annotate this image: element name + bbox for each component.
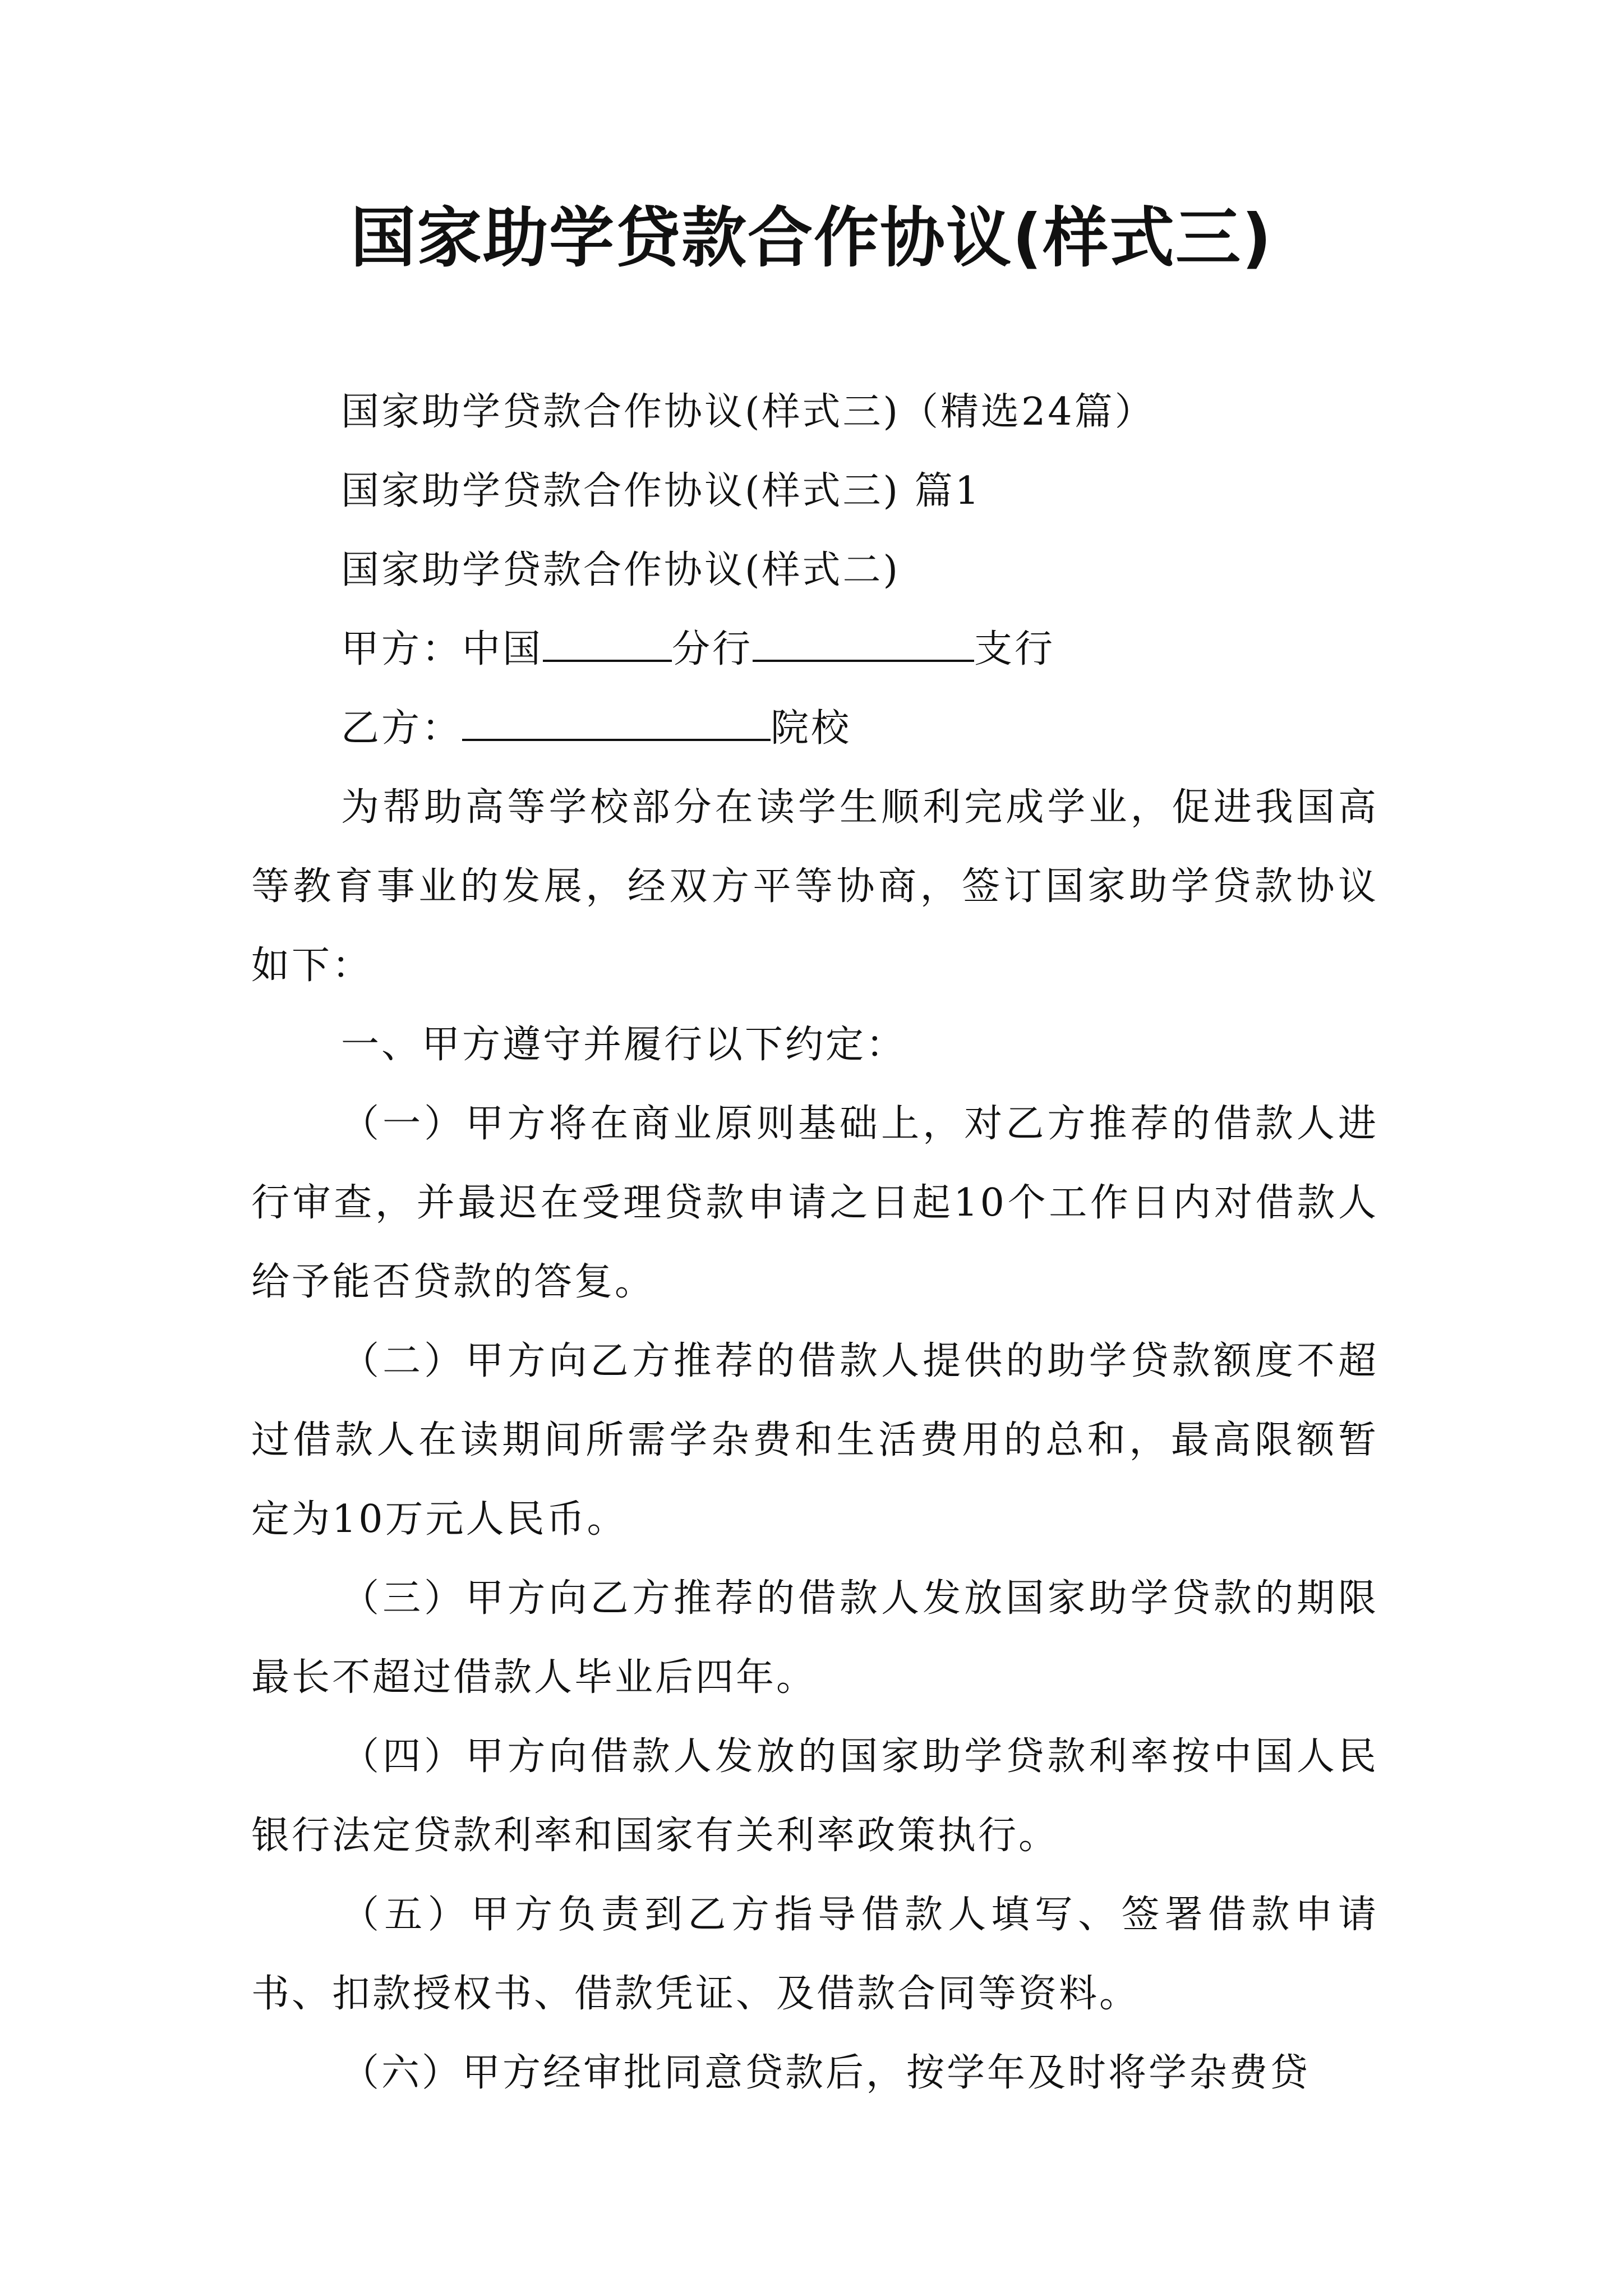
party-a-line — [251, 610, 1378, 689]
clause-3: （三）甲方向乙方推荐的借款人发放国家助学贷款的期限最长不超过借款人毕业后四年。 — [251, 1576, 1378, 1700]
party-b-line — [251, 689, 1378, 768]
clause-2: （二）甲方向乙方推荐的借款人提供的助学贷款额度不超过借款人在读期间所需学杂费和生活费用的总和，最高限额暂定为10万元人民币。 — [251, 1339, 1378, 1542]
party-b-prefix: 乙方： — [341, 706, 463, 751]
party-a-suffix: 支行 — [974, 627, 1055, 671]
party-b-suffix: 院校 — [771, 706, 852, 751]
clause-6: （六）甲方经审批同意贷款后，按学年及时将学杂费贷 — [341, 2051, 1311, 2095]
agreement-subtitle: 国家助学贷款合作协议(样式二) — [341, 548, 901, 592]
clause-5: （五）甲方负责到乙方指导借款人填写、签署借款申请书、扣款授权书、借款凭证、及借款合同等资料。 — [251, 1893, 1378, 2016]
clause-4: （四）甲方向借款人发放的国家助学贷款利率按中国人民银行法定贷款利率和国家有关利率政策执行。 — [251, 1734, 1378, 1858]
document-body — [251, 372, 1378, 2113]
branch-blank — [543, 623, 672, 662]
section-one-heading: 一、甲方遵守并履行以下约定： — [341, 1023, 907, 1067]
party-a-middle: 分行 — [672, 627, 753, 671]
institution-blank — [462, 702, 771, 741]
collection-heading: 国家助学贷款合作协议(样式三)（精选24篇） — [341, 390, 1155, 434]
sub-branch-blank — [753, 623, 974, 662]
intro-paragraph: 为帮助高等学校部分在读学生顺利完成学业，促进我国高等教育事业的发展，经双方平等协商，签订国家助学贷款协议如下： — [251, 785, 1378, 988]
chapter-heading: 国家助学贷款合作协议(样式三) 篇1 — [341, 469, 981, 513]
party-a-prefix: 甲方：中国 — [341, 627, 543, 671]
document-title: 国家助学贷款合作协议(样式三) — [350, 200, 1273, 276]
clause-1: （一）甲方将在商业原则基础上，对乙方推荐的借款人进行审查，并最迟在受理贷款申请之日起10个工作日内对借款人给予能否贷款的答复。 — [251, 1102, 1378, 1304]
